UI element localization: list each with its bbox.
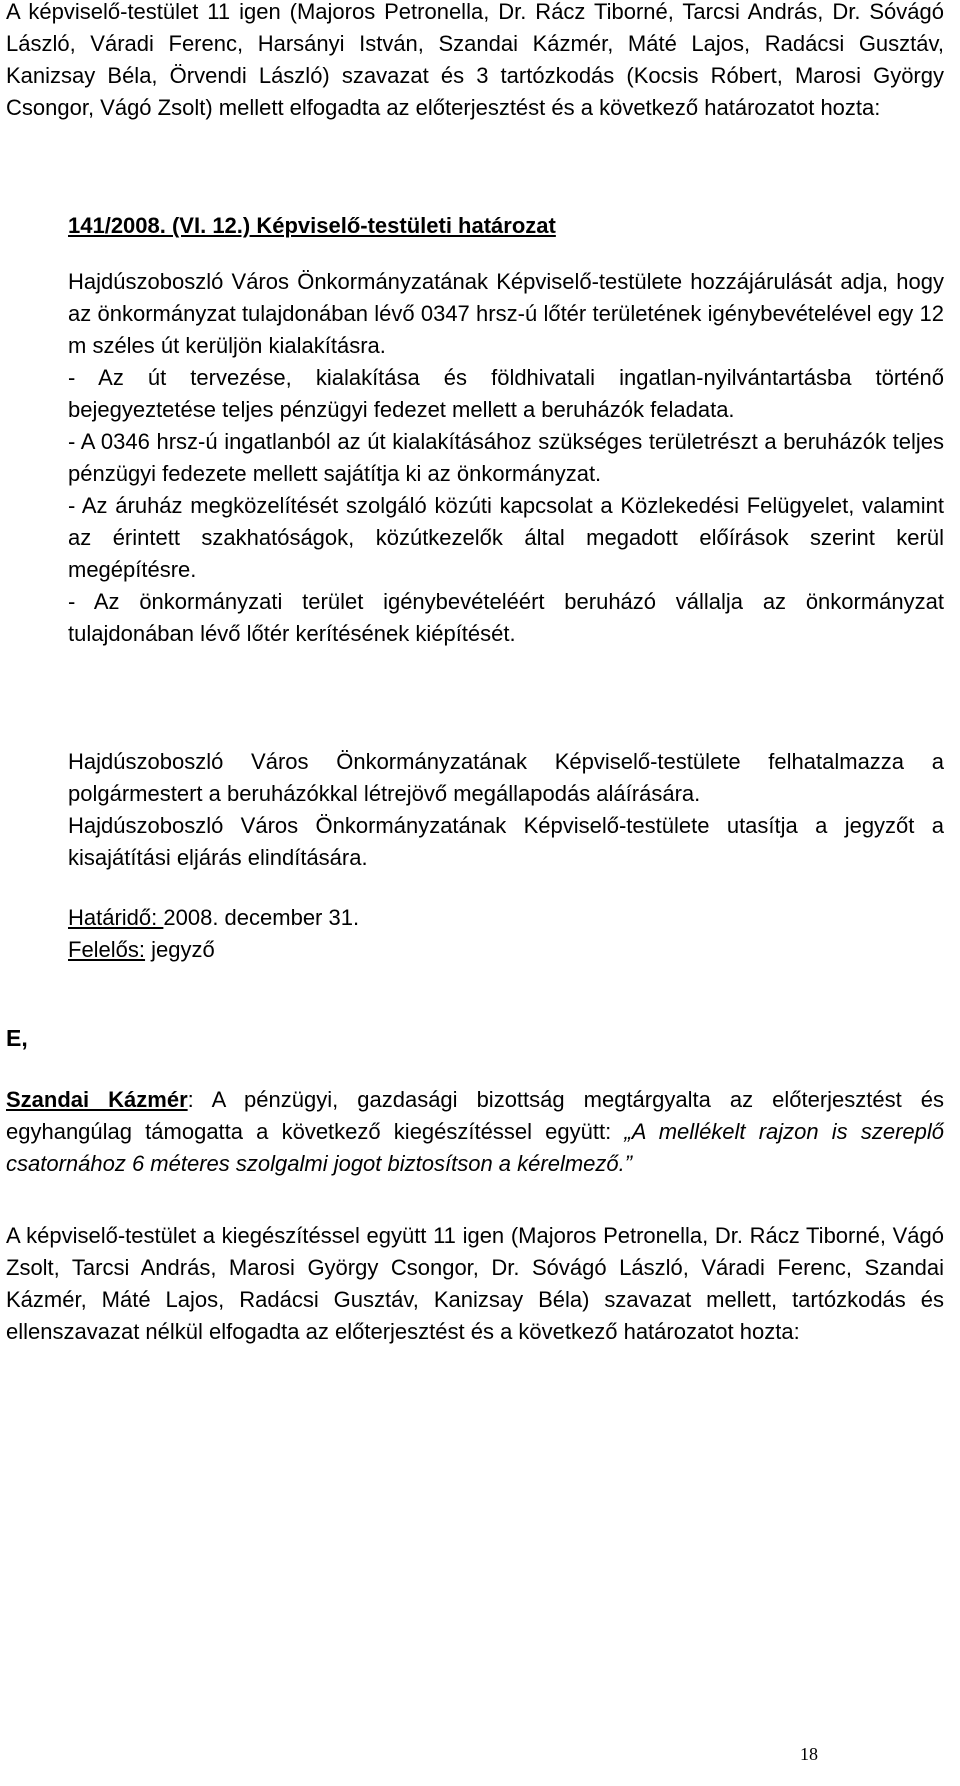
deadline-label: Határidő: xyxy=(68,905,164,930)
committee-quote: „A mellékelt rajzon is szereplő csatornához 6 méteres szolgalmi jogot biztosítson a kérelmező.” xyxy=(6,1119,945,1176)
resolution-instruction: Hajdúszoboszló Város Önkormányzatának Képviselő-testülete utasítja a jegyzőt a kisajátítási eljárás elindítására. xyxy=(68,813,944,870)
resolution-item-design: - Az út tervezése, kialakítása és földhivatali ingatlan-nyilvántartásba történő bejegyeztetése teljes pénzügyi fedezet mellett a beruházók feladata. xyxy=(68,365,944,422)
resolution-body-2 xyxy=(68,746,944,874)
page-number: 18 xyxy=(800,1744,818,1764)
committee-paragraph xyxy=(6,1084,944,1180)
resolution-item-road-connection: - Az áruház megközelítését szolgáló közúti kapcsolat a Közlekedési Felügyelet, valamint az érintett szakhatóságok, közútkezelők által megadott előírások szerint kerül megépítésre. xyxy=(68,493,944,582)
committee-speaker: Szandai Kázmér xyxy=(6,1087,188,1112)
responsible-label: Felelős: xyxy=(68,937,146,962)
resolution-item-expropriation: - A 0346 hrsz-ú ingatlanból az út kialakításához szükséges területrészt a beruházók teljes pénzügyi fedezete mellett sajátítja ki az önkormányzat. xyxy=(68,429,944,486)
resolution-title: 141/2008. (VI. 12.) Képviselő-testületi határozat xyxy=(68,213,556,238)
responsible-line xyxy=(68,934,944,966)
resolution-paragraph-main: Hajdúszoboszló Város Önkormányzatának Képviselő-testülete hozzájárulását adja, hogy az önkormányzat tulajdonában lévő 0347 hrsz-ú lőtér területének igénybevételével egy 12 m széles út kerüljön kialakításra. xyxy=(68,269,944,358)
resolution-item-fence: - Az önkormányzati terület igénybevételéért beruházó vállalja az önkormányzat tulajdonában lévő lőtér kerítésének kiépítését. xyxy=(68,589,944,646)
resolution-authorization: Hajdúszoboszló Város Önkormányzatának Képviselő-testülete felhatalmazza a polgármestert a beruházókkal létrejövő megállapodás aláírására. xyxy=(68,749,944,806)
resolution-body xyxy=(68,266,944,650)
final-vote-paragraph: A képviselő-testület a kiegészítéssel együtt 11 igen (Majoros Petronella, Dr. Rácz Tiborné, Vágó Zsolt, Tarcsi András, Marosi György Csongor, Dr. Sóvágó László, Váradi Ferenc, Szandai Kázmér, Máté Lajos, Radácsi Gusztáv, Kanizsay Béla) szavazat mellett, tartózkodás és ellenszavazat nélkül elfogadta az előterjesztést és a következő határozatot hozta: xyxy=(6,1223,944,1344)
responsible-value: jegyző xyxy=(145,937,215,962)
intro-vote-paragraph: A képviselő-testület 11 igen (Majoros Petronella, Dr. Rácz Tiborné, Tarcsi András, Dr. Sóvágó László, Váradi Ferenc, Harsányi István, Szandai Kázmér, Máté Lajos, Radácsi Gusztáv, Kanizsay Béla, Örvendi László) szavazat és 3 tartózkodás (Kocsis Róbert, Marosi György Csongor, Vágó Zsolt) mellett elfogadta az előterjesztést és a következő határozatot hozta: xyxy=(6,0,944,120)
deadline-line xyxy=(68,902,944,934)
section-letter: E, xyxy=(6,1025,28,1051)
deadline-value: 2008. december 31. xyxy=(163,905,360,930)
committee-text: : A pénzügyi, gazdasági bizottság megtárgyalta az előterjesztést és egyhangúlag támogatta a következő kiegészítéssel együtt: xyxy=(6,1087,944,1144)
resolution-deadline-block xyxy=(68,902,944,966)
